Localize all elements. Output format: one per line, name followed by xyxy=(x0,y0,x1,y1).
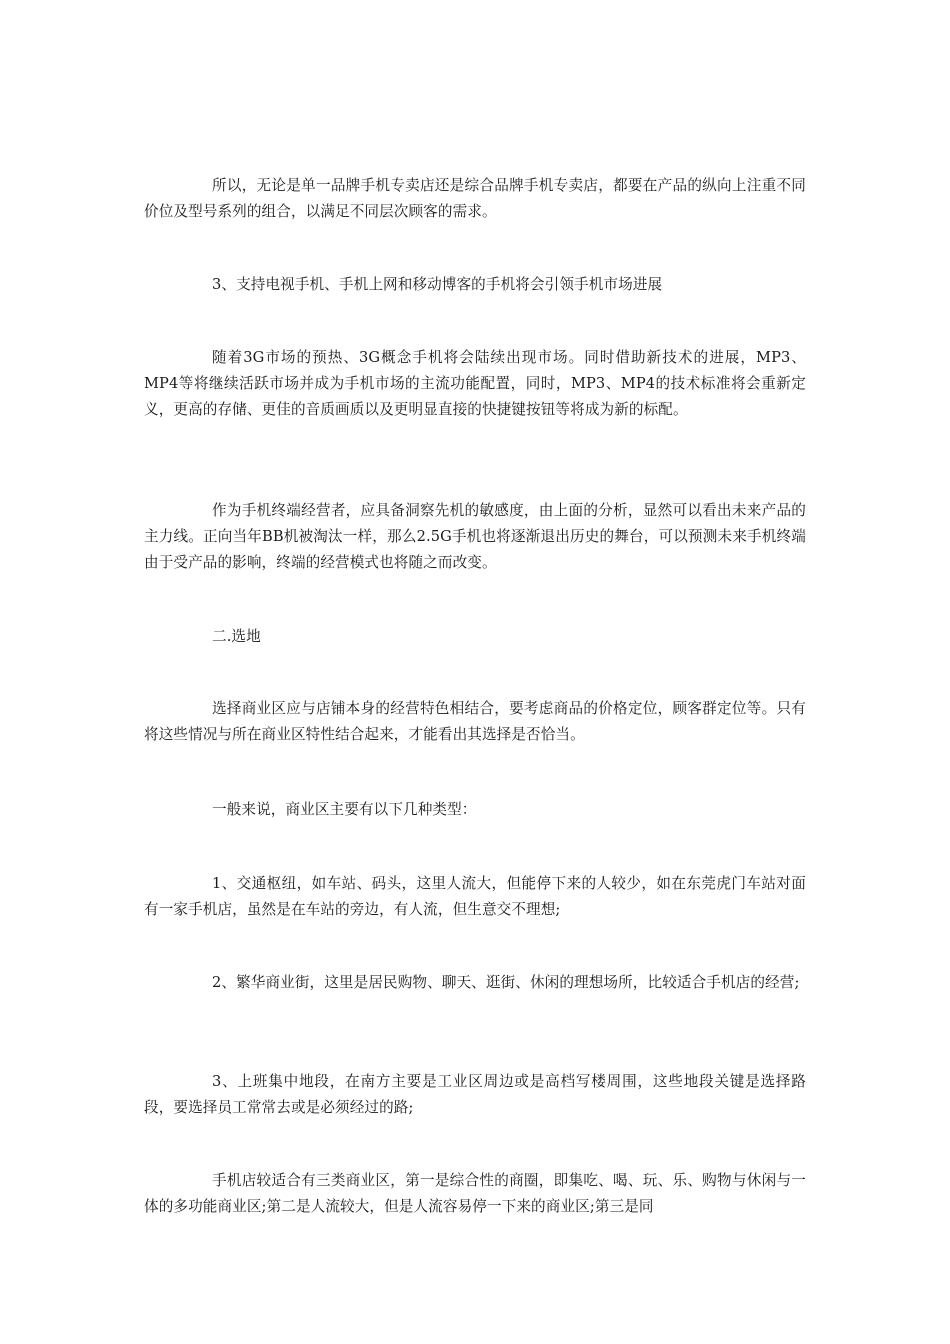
list-item-work-area: 3、上班集中地段，在南方主要是工业区周边或是高档写楼周围，这些地段关键是选择路段，要选择员工常常去或是必须经过的路; xyxy=(144,1073,806,1116)
heading-site-selection: 二.选地 xyxy=(212,628,261,645)
paragraph-terminal-operator: 作为手机终端经营者，应具备洞察先机的敏感度，由上面的分析，显然可以看出未来产品的主力线。正向当年BB机被淘汰一样，那么2.5G手机也将逐渐退出历史的舞台，可以预测未来手机终端由于受产品的影响，终端的经营模式也将随之而改变。 xyxy=(144,502,806,571)
heading-tv-mobile-internet: 3、支持电视手机、手机上网和移动博客的手机将会引领手机市场进展 xyxy=(212,276,663,293)
document-page xyxy=(144,0,806,1344)
list-item-transport-hub: 1、交通枢纽，如车站、码头，这里人流大，但能停下来的人较少，如在东莞虎门车站对面有一家手机店，虽然是在车站的旁边，有人流，但生意交不理想; xyxy=(144,875,806,918)
paragraph-district-types-intro: 一般来说，商业区主要有以下几种类型： xyxy=(212,801,477,818)
paragraph-3g-market: 随着3G市场的预热、3G概念手机将会陆续出现市场。同时借助新技术的进展，MP3、MP4等将继续活跃市场并成为手机市场的主流功能配置，同时，MP3、MP4的技术标准将会重新定义，更高的存储、更佳的音质画质以及更明显直接的快捷键按钮等将成为新的标配。 xyxy=(144,349,806,418)
paragraph-suitable-districts: 手机店较适合有三类商业区，第一是综合性的商圈，即集吃、喝、玩、乐、购物与休闲与一体的多功能商业区;第二是人流较大，但是人流容易停一下来的商业区;第三是同 xyxy=(144,1172,806,1215)
list-item-commercial-street: 2、繁华商业街，这里是居民购物、聊天、逛街、休闲的理想场所，比较适合手机店的经营; xyxy=(212,974,800,991)
paragraph-product-mix: 所以，无论是单一品牌手机专卖店还是综合品牌手机专卖店，都要在产品的纵向上注重不同价位及型号系列的组合，以满足不同层次顾客的需求。 xyxy=(144,177,806,220)
paragraph-business-district: 选择商业区应与店铺本身的经营特色相结合，要考虑商品的价格定位，顾客群定位等。只有将这些情况与所在商业区特性结合起来，才能看出其选择是否恰当。 xyxy=(144,700,806,743)
